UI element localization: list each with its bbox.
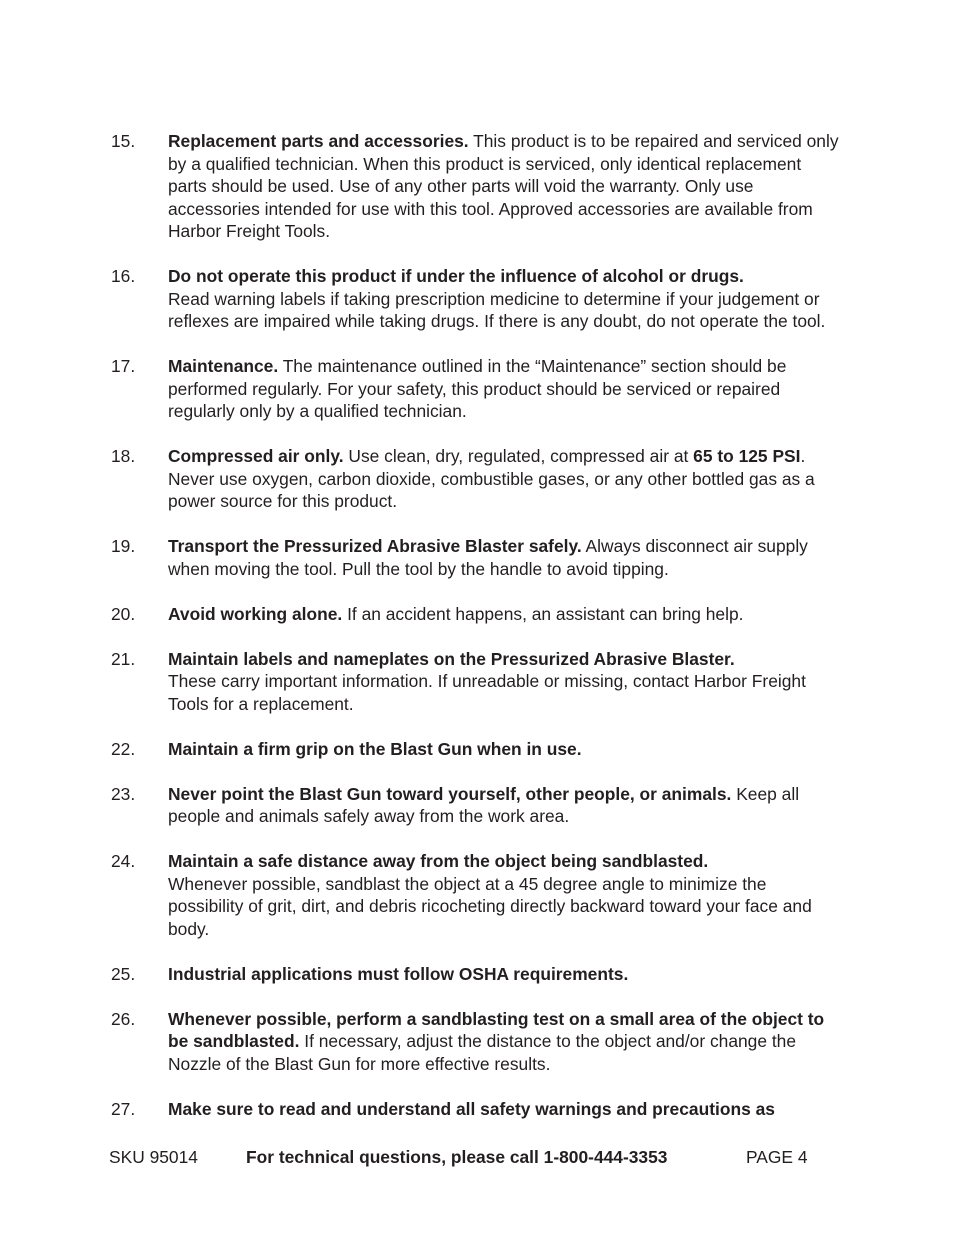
item-number: 16.	[111, 266, 136, 286]
item-number: 26.	[111, 1008, 136, 1029]
item-heading: Replacement parts and accessories.	[168, 131, 469, 151]
item-number: 17.	[111, 356, 136, 376]
item-body	[168, 535, 841, 580]
item-heading: Industrial applications must follow OSHA requirements.	[168, 963, 629, 984]
item-heading: Do not operate this product if under the influence of alcohol or drugs.	[168, 266, 744, 286]
item-number: 20.	[111, 603, 136, 624]
item-number: 22.	[111, 738, 136, 759]
page-number: PAGE 4	[746, 1147, 808, 1167]
item-number: 24.	[111, 851, 136, 871]
item-text: Read warning labels if taking prescription medicine to determine if your judgement or reflexes are impaired while taking drugs. If there is any doubt, do not operate the tool.	[168, 288, 826, 331]
item-heading: Compressed air only.	[168, 446, 344, 466]
item-heading: Maintain a safe distance away from the object being sandblasted.	[168, 851, 709, 871]
list-item	[111, 648, 841, 716]
item-body	[168, 265, 841, 333]
item-body	[168, 355, 841, 423]
page-footer	[109, 1145, 829, 1169]
list-item	[111, 1098, 841, 1121]
item-body	[168, 963, 841, 986]
item-heading: Maintenance.	[168, 356, 279, 376]
technical-support-line: For technical questions, please call 1-800-444-3353	[246, 1147, 668, 1167]
item-number: 21.	[111, 648, 136, 669]
pressure-range: 65 to 125 PSI	[693, 446, 801, 466]
list-item	[111, 445, 841, 513]
item-number: 19.	[111, 536, 136, 556]
item-text: These carry important information. If unreadable or missing, contact Harbor Freight Tools for a replacement.	[168, 671, 806, 714]
item-text: This product is to be repaired and serviced only by a qualified technician. When this product is serviced, only identical replacement parts should be used. Use of any other parts will void the warranty. Only use accessories intended for use with this tool. Approved accessories are available from Harbor Freight Tools.	[168, 131, 839, 241]
item-heading: Make sure to read and understand all safety warnings and precautions as	[168, 1098, 775, 1119]
item-text: Whenever possible, sandblast the object at a 45 degree angle to minimize the possibility of grit, dirt, and debris ricocheting directly backward toward your face and body.	[168, 873, 812, 939]
safety-instructions-list	[111, 130, 841, 1143]
item-body	[168, 603, 841, 626]
list-item	[111, 130, 841, 243]
item-text: If necessary, adjust the distance to the object and/or change the Nozzle of the Blast Gun for more effective results.	[168, 1031, 797, 1074]
item-number: 27.	[111, 1098, 136, 1119]
list-item	[111, 963, 841, 986]
item-heading: Maintain a firm grip on the Blast Gun when in use.	[168, 738, 582, 759]
list-item	[111, 535, 841, 580]
item-heading: Avoid working alone.	[168, 603, 343, 624]
sku-label: SKU 95014	[109, 1147, 198, 1167]
item-number: 15.	[111, 131, 136, 151]
item-heading: Maintain labels and nameplates on the Pressurized Abrasive Blaster.	[168, 648, 735, 669]
item-body	[168, 1008, 841, 1076]
list-item	[111, 783, 841, 828]
item-number: 25.	[111, 963, 136, 984]
item-text: Always disconnect air supply when moving the tool. Pull the tool by the handle to avoid tipping.	[168, 536, 808, 579]
item-body	[168, 850, 841, 940]
item-body	[168, 738, 841, 761]
list-item	[111, 1008, 841, 1076]
item-text: Use clean, dry, regulated, compressed air at	[343, 446, 694, 466]
item-text: Keep all people and animals safely away from the work area.	[168, 783, 800, 826]
item-number: 18.	[111, 446, 136, 466]
item-heading: Whenever possible, perform a sandblasting test on a small area of the object to be sandblasted.	[168, 1008, 825, 1051]
item-number: 23.	[111, 783, 136, 804]
item-body	[168, 130, 841, 243]
item-text: The maintenance outlined in the “Maintenance” section should be performed regularly. For your safety, this product should be serviced or repaired regularly only by a qualified technician.	[168, 356, 787, 421]
list-item	[111, 738, 841, 761]
list-item	[111, 850, 841, 940]
item-body	[168, 1098, 841, 1121]
item-heading: Never point the Blast Gun toward yourself, other people, or animals.	[168, 783, 732, 804]
list-item	[111, 355, 841, 423]
list-item	[111, 265, 841, 333]
list-item	[111, 603, 841, 626]
item-body	[168, 445, 841, 513]
item-heading: Transport the Pressurized Abrasive Blaster safely.	[168, 536, 582, 556]
item-body	[168, 783, 841, 828]
item-text: If an accident happens, an assistant can bring help.	[342, 603, 744, 624]
item-text-continued: . Never use oxygen, carbon dioxide, combustible gases, or any other bottled gas as a power source for this product.	[168, 446, 815, 511]
item-body	[168, 648, 841, 716]
